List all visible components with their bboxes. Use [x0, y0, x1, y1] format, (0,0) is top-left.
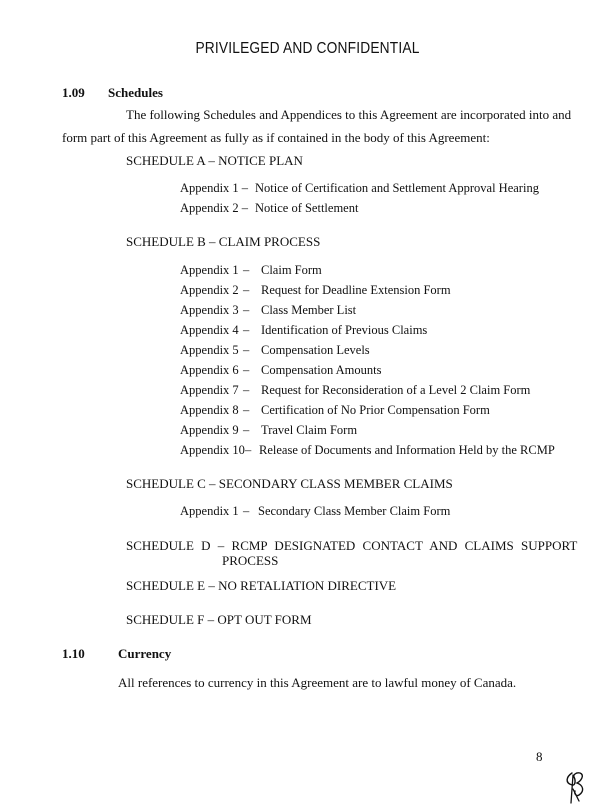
- section-title: Currency: [118, 646, 172, 661]
- appendix-title: Request for Reconsideration of a Level 2 Claim Form: [261, 383, 531, 397]
- appendix-title: Class Member List: [261, 303, 357, 317]
- page-number: 8: [536, 749, 543, 764]
- appendix-label: Appendix 9: [180, 423, 239, 437]
- page-header-title: PRIVILEGED AND CONFIDENTIAL: [195, 40, 420, 57]
- appendix-title: Release of Documents and Information Held by the RCMP: [259, 443, 555, 457]
- section-intro-line1: The following Schedules and Appendices to this Agreement are incorporated into and: [126, 107, 572, 122]
- appendix-label: Appendix 6: [180, 363, 239, 377]
- appendix-label: Appendix 3: [180, 303, 239, 317]
- schedule-e-title: SCHEDULE E – NO RETALIATION DIRECTIVE: [126, 578, 397, 593]
- schedule-d-title-line1: SCHEDULE D – RCMP DESIGNATED CONTACT AND CLAIMS SUPPORT: [126, 538, 578, 553]
- appendix-title: Compensation Amounts: [261, 363, 382, 377]
- appendix-title: Request for Deadline Extension Form: [261, 283, 451, 297]
- appendix-title: Secondary Class Member Claim Form: [258, 504, 451, 518]
- appendix-label: Appendix 1: [180, 504, 239, 518]
- appendix-title: Claim Form: [261, 263, 322, 277]
- appendix-title: Notice of Certification and Settlement Approval Hearing: [255, 181, 539, 195]
- appendix-label: Appendix 1: [180, 263, 239, 277]
- appendix-title: Notice of Settlement: [255, 201, 359, 215]
- appendix-dash: –: [243, 403, 250, 417]
- appendix-label: Appendix 5: [180, 343, 239, 357]
- appendix-label: Appendix 7: [180, 383, 239, 397]
- section-intro-line2: form part of this Agreement as fully as if contained in the body of this Agreement:: [62, 130, 490, 145]
- schedule-f-title: SCHEDULE F – OPT OUT FORM: [126, 612, 312, 627]
- appendix-label: Appendix 10: [180, 443, 245, 457]
- appendix-dash: –: [243, 363, 250, 377]
- appendix-dash: –: [243, 383, 250, 397]
- appendix-label: Appendix 4: [180, 323, 239, 337]
- appendix-label: Appendix 2 –: [180, 201, 249, 215]
- section-body: All references to currency in this Agreement are to lawful money of Canada.: [118, 675, 517, 690]
- handwritten-initials-icon: [563, 769, 589, 809]
- appendix-dash: –: [243, 343, 250, 357]
- appendix-label: Appendix 1 –: [180, 181, 249, 195]
- appendix-dash: –: [243, 283, 250, 297]
- appendix-title: Certification of No Prior Compensation Form: [261, 403, 490, 417]
- schedule-c-title: SCHEDULE C – SECONDARY CLASS MEMBER CLAIMS: [126, 476, 453, 491]
- appendix-dash: –: [243, 423, 250, 437]
- appendix-dash: –: [243, 263, 250, 277]
- section-title: Schedules: [108, 85, 163, 100]
- appendix-title: Identification of Previous Claims: [261, 323, 428, 337]
- section-number: 1.09: [62, 85, 85, 100]
- appendix-dash: –: [243, 303, 250, 317]
- appendix-dash: –: [243, 504, 250, 518]
- appendix-label: Appendix 2: [180, 283, 239, 297]
- schedule-d-title-line2: PROCESS: [222, 553, 279, 568]
- schedule-a-title: SCHEDULE A – NOTICE PLAN: [126, 153, 303, 168]
- appendix-title: Compensation Levels: [261, 343, 370, 357]
- appendix-label: Appendix 8: [180, 403, 239, 417]
- appendix-dash: –: [245, 443, 252, 457]
- schedule-b-title: SCHEDULE B – CLAIM PROCESS: [126, 234, 321, 249]
- appendix-title: Travel Claim Form: [261, 423, 358, 437]
- appendix-dash: –: [243, 323, 250, 337]
- section-number: 1.10: [62, 646, 85, 661]
